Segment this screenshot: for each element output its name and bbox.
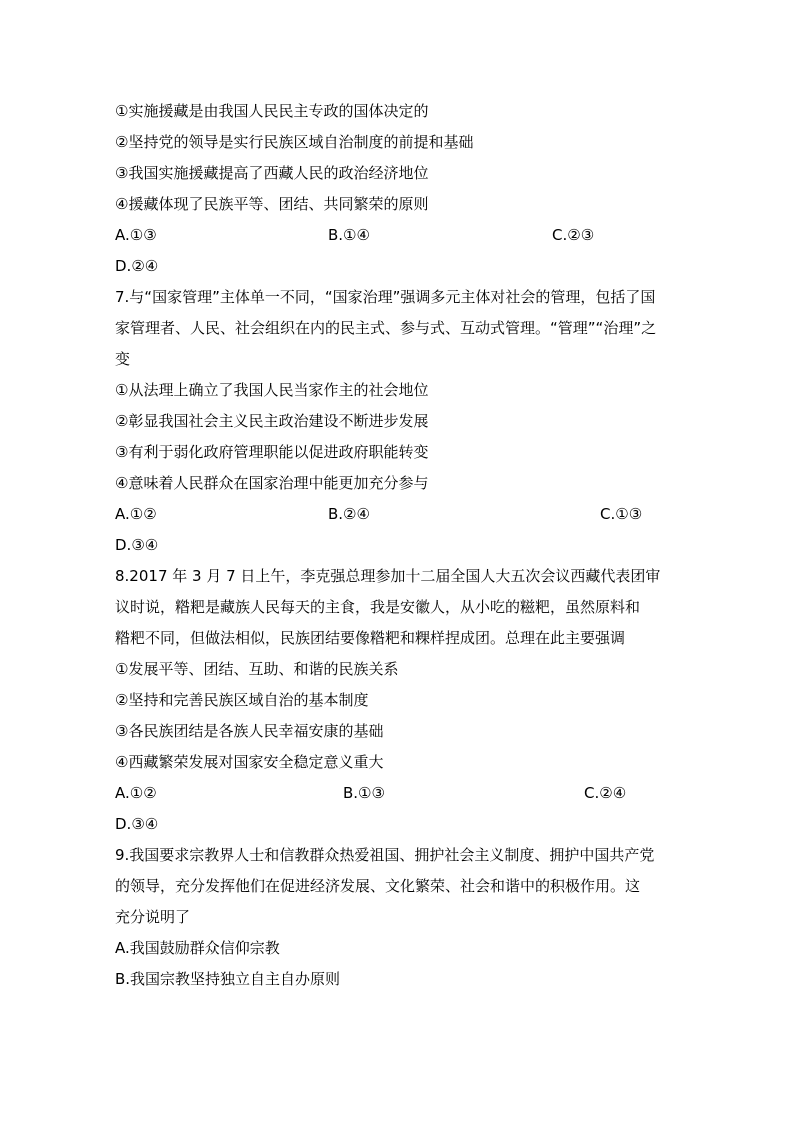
q9-option-a: A.我国鼓励群众信仰宗教 xyxy=(115,939,280,957)
q6-item-1: ①实施援藏是由我国人民民主专政的国体决定的 xyxy=(115,102,429,120)
q8-item-1: ①发展平等、团结、互助、和谐的民族关系 xyxy=(115,660,399,678)
q7-option-c: C.①③ xyxy=(600,505,643,523)
q7-option-d: D.③④ xyxy=(115,536,159,554)
q6-item-4: ④援藏体现了民族平等、团结、共同繁荣的原则 xyxy=(115,195,429,213)
q7-option-a: A.①② xyxy=(115,505,157,523)
q8-option-c: C.②④ xyxy=(584,784,627,802)
q6-option-c: C.②③ xyxy=(552,226,595,244)
q6-option-b: B.①④ xyxy=(328,226,370,244)
q6-option-d: D.②④ xyxy=(115,257,159,275)
q7-options-row xyxy=(115,499,694,530)
q8-option-a: A.①② xyxy=(115,784,157,802)
q8-item-3: ③各民族团结是各族人民幸福安康的基础 xyxy=(115,722,384,740)
q8-item-2: ②坚持和完善民族区域自治的基本制度 xyxy=(115,691,369,709)
q8-stem-line-3: 糌粑不同，但做法相似，民族团结要像糌粑和粿样捏成团。总理在此主要强调 xyxy=(115,629,626,647)
q7-stem-line-2: 家管理者、人民、社会组织在内的民主式、参与式、互动式管理。“管理”“治理”之 xyxy=(115,319,657,337)
q8-option-b: B.①③ xyxy=(343,784,385,802)
question-7 xyxy=(115,282,694,561)
q8-item-4: ④西藏繁荣发展对国家安全稳定意义重大 xyxy=(115,753,384,771)
q8-options-row xyxy=(115,778,694,809)
q9-stem-line-3: 充分说明了 xyxy=(115,908,191,926)
q7-stem-line-3: 变 xyxy=(115,350,131,368)
question-8 xyxy=(115,561,694,840)
q9-stem-line-1: 9.我国要求宗教界人士和信教群众热爱祖国、拥护社会主义制度、拥护中国共产党 xyxy=(115,846,655,864)
q8-stem-line-1: 8.2017 年 3 月 7 日上午，李克强总理参加十二届全国人大五次会议西藏代表团审 xyxy=(115,567,661,585)
q6-option-a: A.①③ xyxy=(115,226,157,244)
q6-item-2: ②坚持党的领导是实行民族区域自治制度的前提和基础 xyxy=(115,133,474,151)
q7-option-b: B.②④ xyxy=(328,505,370,523)
q9-stem-line-2: 的领导，充分发挥他们在促进经济发展、文化繁荣、社会和谐中的积极作用。这 xyxy=(115,877,641,895)
question-9 xyxy=(115,840,694,995)
q7-item-4: ④意味着人民群众在国家治理中能更加充分参与 xyxy=(115,474,429,492)
q7-stem-line-1: 7.与“国家管理”主体单一不同，“国家治理”强调多元主体对社会的管理，包括了国 xyxy=(115,288,656,306)
q7-item-1: ①从法理上确立了我国人民当家作主的社会地位 xyxy=(115,381,429,399)
q6-options-row xyxy=(115,220,694,251)
q7-item-2: ②彰显我国社会主义民主政治建设不断进步发展 xyxy=(115,412,429,430)
q6-item-3: ③我国实施援藏提高了西藏人民的政治经济地位 xyxy=(115,164,429,182)
q7-item-3: ③有利于弱化政府管理职能以促进政府职能转变 xyxy=(115,443,429,461)
q8-stem-line-2: 议时说，糌粑是藏族人民每天的主食，我是安徽人，从小吃的糍粑，虽然原料和 xyxy=(115,598,641,616)
question-6 xyxy=(115,96,694,282)
q9-option-b: B.我国宗教坚持独立自主自办原则 xyxy=(115,970,341,988)
q8-option-d: D.③④ xyxy=(115,815,159,833)
